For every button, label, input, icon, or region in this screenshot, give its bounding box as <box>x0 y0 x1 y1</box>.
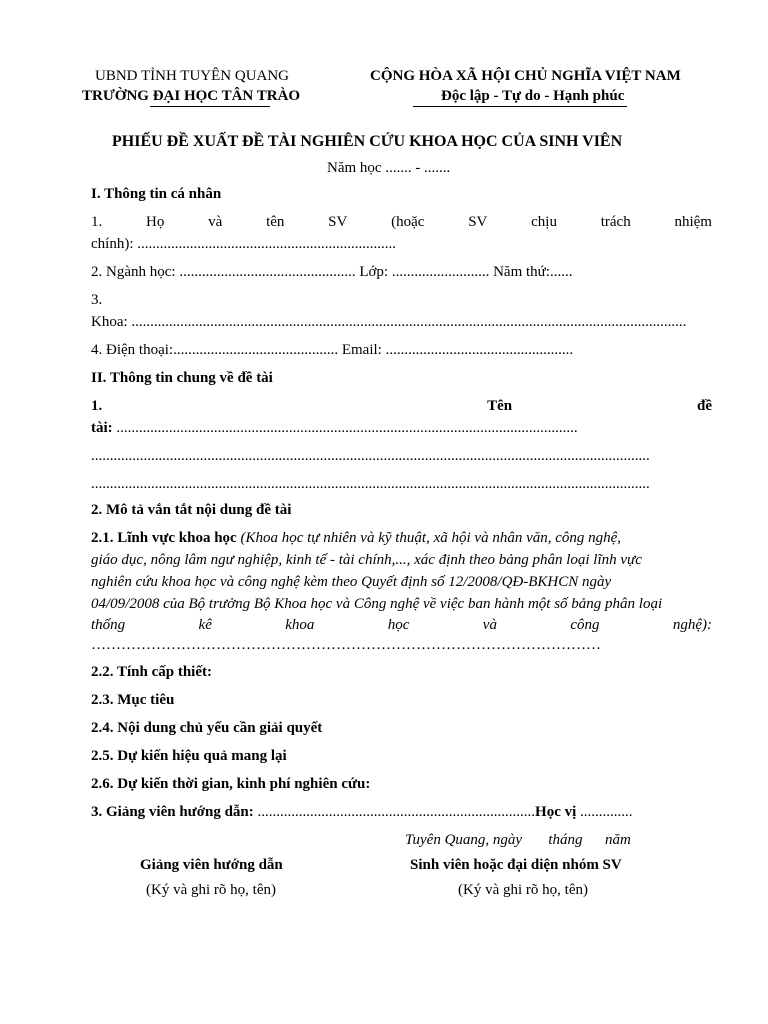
s21-dotted-line[interactable]: ………………………………………………………………………………………… <box>91 637 601 653</box>
hoc-vi-field[interactable]: .............. <box>580 804 633 820</box>
word: học <box>387 617 410 633</box>
place-date: Tuyên Quang, ngày tháng năm <box>405 832 631 848</box>
word: thống <box>91 617 126 633</box>
word: công <box>570 617 600 633</box>
nganh-hoc-field[interactable]: 2. Ngành học: ............................................... <box>91 264 356 280</box>
word: đề <box>696 398 712 414</box>
word: SV <box>468 214 488 230</box>
header-right-underline <box>413 106 627 107</box>
word: nhiệm <box>674 214 712 230</box>
page-title: PHIẾU ĐỀ XUẤT ĐỀ TÀI NGHIÊN CỨU KHOA HỌC CỦA SINH VIÊN <box>112 133 623 150</box>
section1-item2 <box>91 264 572 281</box>
header-right-line2: Độc lập - Tự do - Hạnh phúc <box>441 88 625 104</box>
header-left-line1: UBND TỈNH TUYÊN QUANG <box>95 68 290 84</box>
section1-heading: I. Thông tin cá nhân <box>91 186 222 202</box>
header-left-line2: TRƯỜNG ĐẠI HỌC TÂN TRÀO <box>82 88 301 104</box>
left-signature-note: (Ký và ghi rõ họ, tên) <box>146 882 276 898</box>
lop-field[interactable]: Lớp: .......................... <box>359 264 490 280</box>
section1-item3-number: 3. <box>91 292 103 308</box>
s21-label: 2.1. Lĩnh vực khoa học <box>91 530 237 546</box>
ten-de-tai-dots: ........................................................................................................................... <box>116 420 578 436</box>
giang-vien-label: 3. Giảng viên hướng dẫn: <box>91 804 254 820</box>
giang-vien-field[interactable]: .......................................................................... <box>257 804 536 820</box>
s21-line1 <box>91 530 712 547</box>
right-signature-note: (Ký và ghi rõ họ, tên) <box>458 882 588 898</box>
description-heading: 2. Mô tả vắn tắt nội dung đề tài <box>91 502 292 518</box>
section1-item1-line2: chính): ..................................................................... <box>91 236 396 252</box>
s21-line5 <box>91 617 712 634</box>
word: chịu <box>531 214 557 230</box>
word: 1. <box>91 214 103 230</box>
header-left-underline <box>150 106 270 107</box>
section2-item1-line1 <box>91 398 712 415</box>
word: (hoặc <box>391 214 425 230</box>
word: SV <box>328 214 348 230</box>
khoa-field[interactable]: Khoa: .................................................................................................................................................... <box>91 314 687 330</box>
word: kê <box>198 617 212 633</box>
word: trách <box>600 214 631 230</box>
s24-heading: 2.4. Nội dung chủ yếu cần giải quyết <box>91 720 323 736</box>
word: và <box>482 617 497 633</box>
section1-item1-line1 <box>91 214 712 231</box>
s21-line3: nghiên cứu khoa học và công nghệ kèm theo Quyết định số 12/2008/QĐ-BKHCN ngày <box>91 574 612 590</box>
dotted-line-a[interactable]: ..................................................................................................................................................... <box>91 448 650 464</box>
word: khoa <box>285 617 315 633</box>
dien-thoai-field[interactable]: 4. Điện thoại:............................................ <box>91 342 339 358</box>
word: Tên <box>487 398 513 414</box>
section2-heading: II. Thông tin chung về đề tài <box>91 370 273 386</box>
header-right-line1: CỘNG HÒA XÃ HỘI CHỦ NGHĨA VIỆT NAM <box>370 68 681 84</box>
hoc-vi-label: Học vị <box>535 804 577 820</box>
s25-heading: 2.5. Dự kiến hiệu quả mang lại <box>91 748 287 764</box>
s23-heading: 2.3. Mục tiêu <box>91 692 175 708</box>
word: nghệ): <box>672 617 712 633</box>
nam-thu-field[interactable]: Năm thứ:...... <box>493 264 573 280</box>
ten-de-tai-field[interactable] <box>91 420 645 437</box>
right-signature-title: Sinh viên hoặc đại diện nhóm SV <box>410 857 622 873</box>
s26-heading: 2.6. Dự kiến thời gian, kinh phí nghiên cứu: <box>91 776 371 792</box>
section1-item4 <box>91 342 573 359</box>
left-signature-title: Giảng viên hướng dẫn <box>140 857 283 873</box>
word: Họ <box>146 214 165 230</box>
ten-de-tai-label: tài: <box>91 420 113 436</box>
word: và <box>208 214 223 230</box>
dotted-line-b[interactable]: ..................................................................................................................................................... <box>91 476 650 492</box>
word: 1. <box>91 398 103 414</box>
section3-line <box>91 804 633 821</box>
s22-heading: 2.2. Tính cấp thiết: <box>91 664 212 680</box>
s21-line2: giáo dục, nông lâm ngư nghiệp, kinh tế - tài chính,..., xác định theo bảng phân loại lĩnh vực <box>91 552 642 568</box>
email-field[interactable]: Email: .................................................. <box>341 342 574 358</box>
word: tên <box>266 214 285 230</box>
school-year: Năm học ....... - ....... <box>327 160 451 176</box>
s21-line4: 04/09/2008 của Bộ trưởng Bộ Khoa học và Công nghệ về việc ban hành một số bảng phân loại <box>91 596 663 612</box>
s21-line1-rest: (Khoa học tự nhiên và kỹ thuật, xã hội và nhân văn, công nghệ, <box>240 530 622 546</box>
